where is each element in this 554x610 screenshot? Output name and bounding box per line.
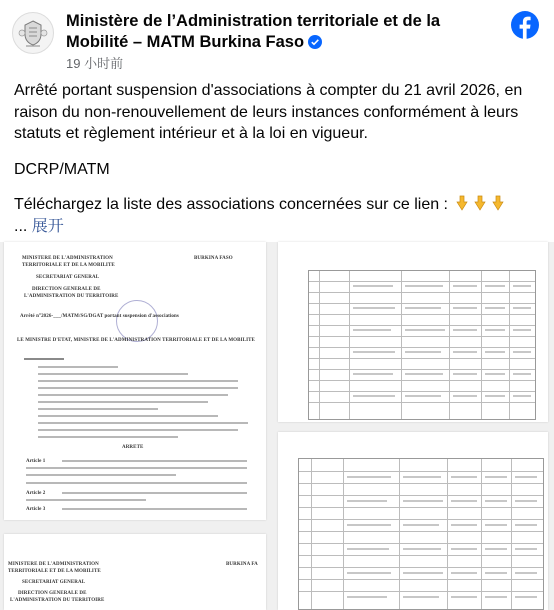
doc-article-3: Article 3 <box>26 507 46 512</box>
doc-header-line: SECRETARIAT GENERAL <box>36 275 100 280</box>
pointing-down-hand-icon <box>472 195 488 211</box>
post-timestamp[interactable] <box>66 53 127 72</box>
doc-arrete-heading: ARRETE <box>122 445 144 450</box>
doc-header-line: SECRETARIAT GENERAL <box>22 580 86 585</box>
doc-arrete-title: Arrêté n°2026-___/MATM/SG/DGAT portant suspension d'associations <box>20 314 179 319</box>
post-paragraph-3 <box>14 194 542 237</box>
doc-header-line: DIRECTION GENERALE DE <box>18 591 87 596</box>
document-image-4[interactable] <box>4 534 266 610</box>
associations-table <box>308 270 536 420</box>
doc-header-line: DIRECTION GENERALE DE <box>32 287 101 292</box>
doc-header-line: L'ADMINISTRATION DU TERRITOIRE <box>10 598 105 603</box>
post-paragraph-1: Arrêté portant suspension d'associations à compter du 21 avril 2026, en raison du non-renouvellement de leurs instances conformément à leurs statuts et règlement intérieur et à la loi en vigueur. <box>14 82 523 142</box>
photo-gallery <box>0 242 554 610</box>
doc-minister: LE MINISTRE D'ETAT, MINISTRE DE L'ADMINISTRATION TERRITORIALE ET DE LA MOBILITE <box>16 338 255 343</box>
doc-header-line: L'ADMINISTRATION DU TERRITOIRE <box>24 294 119 299</box>
pointing-down-hand-icon <box>490 195 506 211</box>
document-image-3[interactable] <box>278 432 548 610</box>
verified-badge-icon <box>308 35 322 49</box>
document-image-1[interactable] <box>4 242 266 520</box>
pointing-down-hand-icon <box>454 195 470 211</box>
see-more-prefix: ... <box>14 217 32 235</box>
page-name-text[interactable]: Ministère de l’Administration territoriale et de la Mobilité – MATM Burkina Faso <box>66 12 441 51</box>
see-more-link[interactable]: 展开 <box>31 217 64 235</box>
doc-header-line: MINISTERE DE L'ADMINISTRATION <box>8 562 99 567</box>
document-image-2[interactable] <box>278 242 548 422</box>
stamp-mark <box>116 300 158 342</box>
download-text: Téléchargez la liste des associations concernées sur ce lien : <box>14 196 448 213</box>
page-avatar[interactable] <box>12 12 54 54</box>
doc-article-2: Article 2 <box>26 491 46 496</box>
post-paragraph-2: DCRP/MATM <box>14 160 110 178</box>
coat-of-arms-icon <box>16 16 50 50</box>
post-header <box>0 0 554 72</box>
doc-country: BURKINA FASO <box>194 256 233 261</box>
doc-article-1: Article 1 <box>26 459 46 464</box>
timestamp-text[interactable]: 19 小时前 <box>66 56 124 71</box>
doc-header-line: TERRITORIALE ET DE LA MOBILITE <box>8 569 101 574</box>
associations-table <box>298 458 544 610</box>
doc-header-line: TERRITORIALE ET DE LA MOBILITE <box>22 263 115 268</box>
doc-header-line: MINISTERE DE L'ADMINISTRATION <box>22 256 113 261</box>
page-name[interactable] <box>66 11 486 53</box>
post-body <box>14 80 542 237</box>
facebook-logo-icon[interactable] <box>511 11 539 39</box>
doc-country: BURKINA FA <box>226 562 258 567</box>
